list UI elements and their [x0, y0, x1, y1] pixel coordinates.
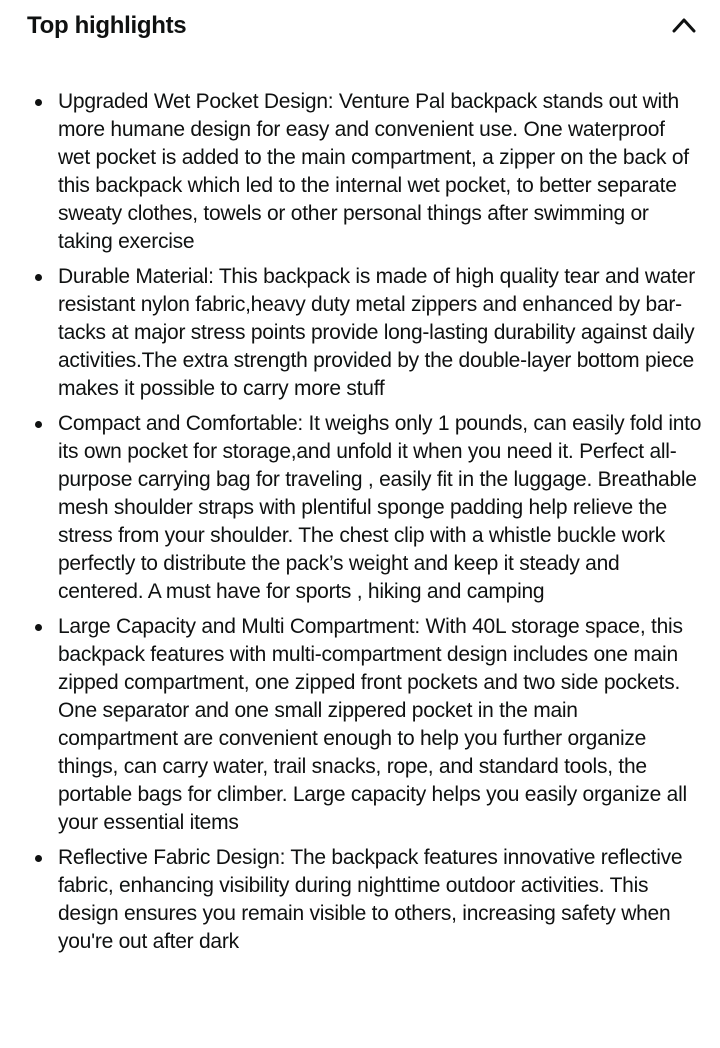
collapse-button[interactable]	[664, 8, 704, 44]
section-title: Top highlights	[27, 12, 187, 39]
bullet-icon	[35, 99, 42, 106]
bullet-icon	[35, 624, 42, 631]
bullet-icon	[35, 855, 42, 862]
highlight-item	[0, 263, 720, 403]
highlight-text: Reflective Fabric Design: The backpack features innovative reflective fabric, enhancing visibility during nighttime outdoor activities. This design ensures you remain visible to others, increasing safety when you're out after dark	[58, 846, 683, 953]
bullet-icon	[35, 274, 42, 281]
highlight-text: Durable Material: This backpack is made of high quality tear and water resistant nylon fabric,heavy duty metal zippers and enhanced by bar-tacks at major stress points provide long-lasting durability against daily activities.The extra strength provided by the double-layer bottom piece makes it possible to carry more stuff	[58, 265, 695, 400]
bullet-icon	[35, 421, 42, 428]
highlights-list	[0, 88, 720, 963]
highlight-item	[0, 410, 720, 606]
highlight-text: Upgraded Wet Pocket Design: Venture Pal backpack stands out with more humane design for easy and convenient use. One waterproof wet pocket is added to the main compartment, a zipper on the back of this backpack which led to the internal wet pocket, to better separate sweaty clothes, towels or other personal things after swimming or taking exercise	[58, 90, 689, 253]
highlight-item	[0, 613, 720, 837]
highlight-item	[0, 844, 720, 956]
highlight-item	[0, 88, 720, 256]
highlight-text: Compact and Comfortable: It weighs only 1 pounds, can easily fold into its own pocket for storage,and unfold it when you need it. Perfect all-purpose carrying bag for traveling , easily fit in the luggage. Breathable mesh shoulder straps with plentiful sponge padding help relieve the stress from your shoulder. The chest clip with a whistle buckle work perfectly to distribute the pack’s weight and keep it steady and centered. A must have for sports , hiking and camping	[58, 412, 702, 603]
highlight-text: Large Capacity and Multi Compartment: With 40L storage space, this backpack features with multi-compartment design includes one main zipped compartment, one zipped front pockets and two side pockets. One separator and one small zippered pocket in the main compartment are convenient enough to help you further organize things, can carry water, trail snacks, rope, and standard tools, the portable bags for climber. Large capacity helps you easily organize all your essential items	[58, 615, 687, 834]
top-highlights-header[interactable]	[0, 0, 720, 56]
chevron-up-icon	[672, 16, 696, 34]
